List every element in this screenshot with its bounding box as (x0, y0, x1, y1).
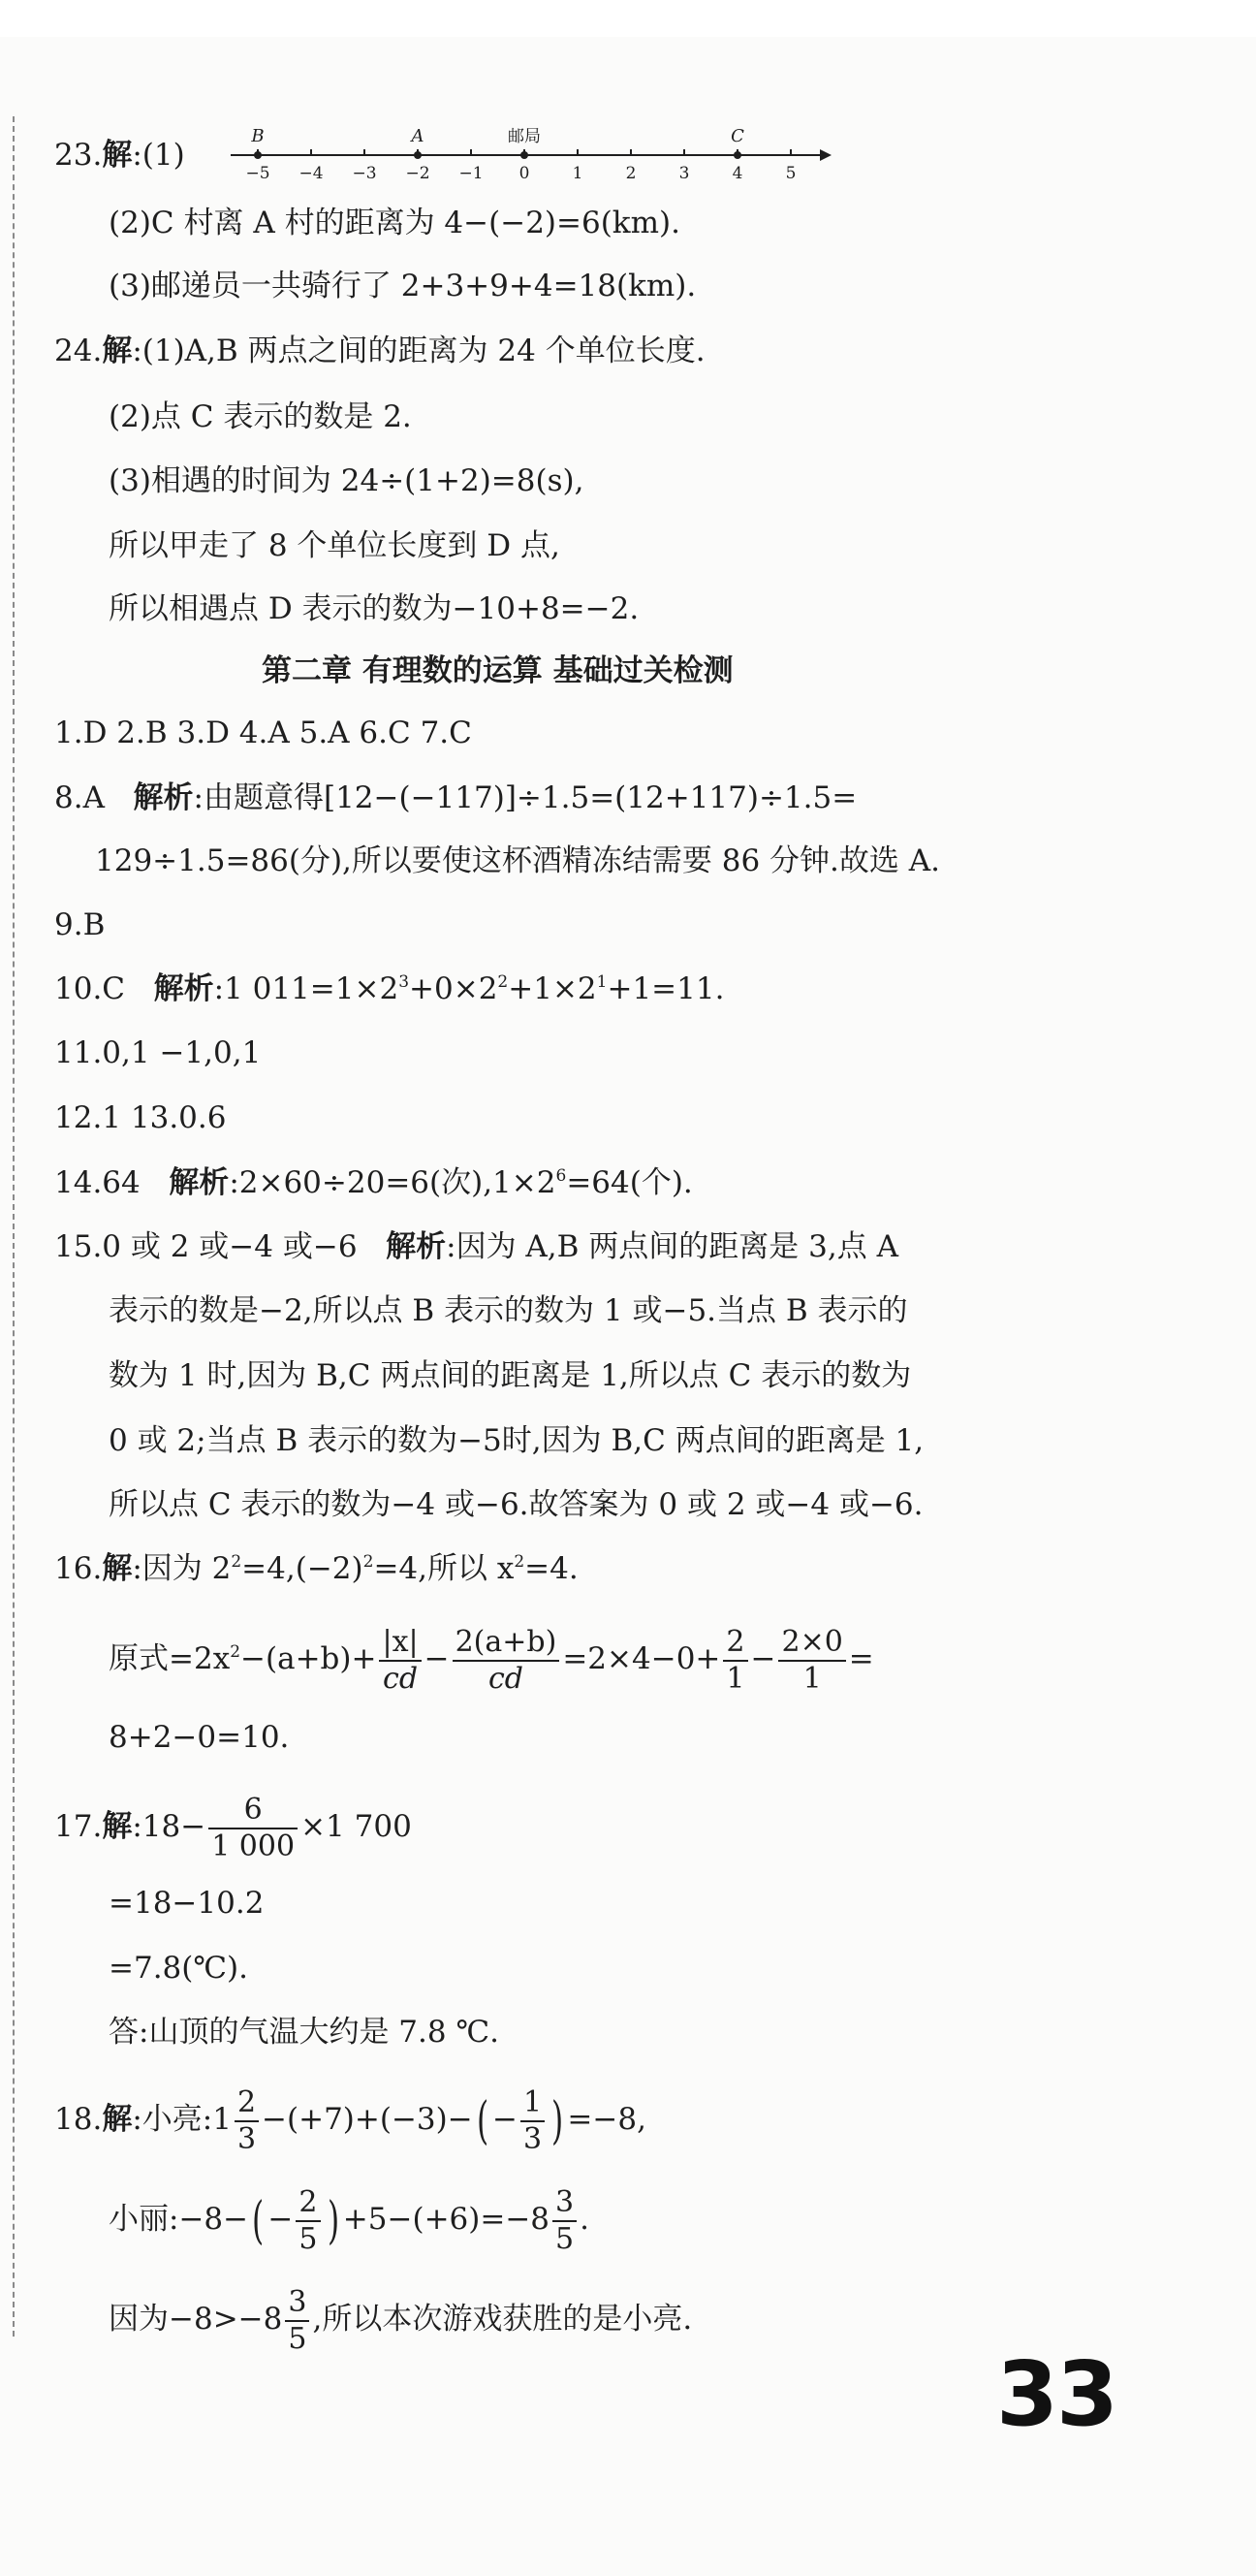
number-line-point (520, 151, 528, 159)
number-line-tick-label: −1 (458, 164, 484, 183)
answer-10-exp1: 3 (398, 972, 410, 992)
number-line-point (414, 151, 422, 159)
q16-fraction-abs (379, 1625, 421, 1697)
q16-fraction-sum (453, 1625, 560, 1697)
q16-text-c: =4,所以 x (373, 1551, 515, 1586)
chapter-title: 第二章 有理数的运算 基础过关检测 (262, 653, 734, 688)
q18-l2-left-paren: ( (252, 2191, 265, 2250)
answer-10-text-a: :1 011=1×2 (213, 971, 399, 1006)
q16-text-a: :因为 2 (132, 1551, 232, 1586)
q23-part2: (2)C 村离 A 村的距离为 4−(−2)=6(km). (109, 206, 680, 240)
answer-10-jiexi: 解析 (153, 971, 214, 1006)
q16-text-d: =4. (524, 1551, 579, 1586)
number-line-point-label: C (731, 126, 744, 146)
q18-l2-right-paren: ) (327, 2191, 339, 2250)
q16-jie: 解 (102, 1551, 133, 1586)
number-line-points (250, 126, 744, 159)
answers-1-7: 1.D 2.B 3.D 4.A 5.A 6.C 7.C (54, 716, 472, 750)
q16-exp2: 2 (362, 1552, 374, 1572)
answer-14-text-b: =64(个). (566, 1165, 693, 1200)
q17-number: 17. (54, 1809, 103, 1844)
q23-part3: (3)邮递员一共骑行了 2+3+9+4=18(km). (109, 269, 697, 303)
q18-line2: 小丽:−8−( − $\frac{2}{5}$ ) +5−(+6)=−8 $\frac{3}{5}$ . (109, 2184, 589, 2256)
number-line-point (734, 151, 741, 159)
q18-fraction-1-3 (520, 2085, 545, 2157)
answer-15-line2: 表示的数是−2,所以点 B 表示的数为 1 或−5.当点 B 表示的 (109, 1293, 908, 1328)
answers-12-13: 12.1 13.0.6 (54, 1100, 227, 1135)
q18-line1: 18.解:小亮:1 $\frac{2}{3}$ −(+7)+(−3)−( − $\frac{1}{3}$ ) =−8, (54, 2084, 646, 2156)
answer-8-line2: 129÷1.5=86(分),所以要使这杯酒精冻结需要 86 分钟.故选 A. (95, 843, 941, 878)
q16-l2-text-b: −(a+b)+ (240, 1641, 377, 1676)
answer-14-jiexi: 解析 (169, 1165, 230, 1200)
q18-l3-text-a: 因为−8>−8 (109, 2302, 283, 2337)
q18-fraction-2-3 (235, 2085, 259, 2157)
q16-exp3: 2 (514, 1552, 525, 1572)
q17-line1 (54, 1784, 412, 1869)
q18-f1-denominator: 3 (236, 2121, 257, 2156)
q18-l2-text-b: +5−(+6)=−8 (342, 2202, 550, 2237)
q16-l2-exp: 2 (230, 1642, 241, 1662)
number-line-tick-label: 0 (518, 164, 530, 183)
q16-fraction-2-1 (723, 1625, 747, 1697)
q18-l1-text-b: −(+7)+(−3)− (262, 2102, 473, 2137)
q18-f4-denominator: 5 (555, 2221, 575, 2256)
answer-15-line3: 数为 1 时,因为 B,C 两点间的距离是 1,所以点 C 表示的数为 (109, 1358, 912, 1393)
q18-f5-numerator: 3 (285, 2285, 309, 2322)
answer-10 (54, 970, 724, 1008)
q24-part2: (2)点 C 表示的数是 2. (109, 399, 412, 434)
q18-right-paren: ) (551, 2091, 564, 2150)
q16-line3: 8+2−0=10. (109, 1720, 290, 1755)
q18-f5-denominator: 5 (288, 2321, 307, 2356)
number-line-tick-label: −4 (298, 164, 324, 183)
answer-14-head: 14.64 (54, 1165, 141, 1200)
q17-denominator: 1 000 (211, 1829, 296, 1863)
q17-text-a: :18− (132, 1809, 206, 1844)
q18-f2-numerator: 1 (520, 2085, 545, 2122)
q18-f3-numerator: 2 (296, 2185, 320, 2222)
q17-line3: =7.8(℃). (109, 1951, 248, 1986)
q16-exp1: 2 (231, 1552, 242, 1572)
q17-numerator: 6 (208, 1793, 298, 1829)
page-number: 33 (996, 2342, 1117, 2446)
q23-line1 (54, 136, 185, 175)
q18-l2-text-a: 小丽:−8− (109, 2202, 249, 2237)
q16-f3-denominator: 1 (726, 1661, 745, 1696)
q16-f3-numerator: 2 (723, 1625, 747, 1662)
q18-fraction-2-5 (296, 2185, 320, 2257)
q16-fraction-2x0-1 (778, 1625, 845, 1697)
q18-fraction-3-5 (552, 2185, 577, 2257)
binding-margin-line (13, 116, 15, 2337)
answer-10-text-b: +0×2 (409, 971, 498, 1006)
number-line-point-label: 邮局 (508, 127, 541, 146)
answer-15-head: 15.0 或 2 或−4 或−6 (54, 1229, 358, 1264)
number-line-tick-label: 3 (678, 164, 690, 183)
q16-number: 16. (54, 1551, 103, 1586)
q16-f1-numerator: |x| (379, 1625, 421, 1662)
q18-l1-text-a: :小亮:1 (132, 2102, 232, 2137)
number-line-point (254, 151, 262, 159)
q18-l1-text-c: =−8, (567, 2102, 646, 2137)
q24-part1: :(1)A,B 两点之间的距离为 24 个单位长度. (132, 334, 706, 368)
number-line-tick-label: −5 (245, 164, 270, 183)
number-line (231, 114, 832, 188)
q23-part1-prefix: :(1) (132, 138, 185, 173)
answer-10-text-d: +1=11. (607, 971, 725, 1006)
answer-15-line1 (54, 1227, 898, 1266)
answer-10-text-c: +1×2 (508, 971, 597, 1006)
q16-line1 (54, 1549, 579, 1588)
q24-number: 24. (54, 334, 103, 368)
answer-15-text1: :因为 A,B 两点间的距离是 3,点 A (446, 1229, 898, 1264)
q18-line3 (109, 2276, 692, 2362)
q18-f2-denominator: 3 (523, 2121, 543, 2156)
number-line-point-label: B (251, 126, 265, 146)
q18-number: 18. (54, 2102, 103, 2137)
answer-15-line4: 0 或 2;当点 B 表示的数为−5时,因为 B,C 两点间的距离是 1, (109, 1423, 925, 1458)
q17-jie: 解 (102, 1809, 133, 1844)
q17-answer: 答:山顶的气温大约是 7.8 ℃. (109, 2015, 499, 2050)
answer-14 (54, 1163, 693, 1202)
answer-8-text1: :由题意得[12−(−117)]÷1.5=(12+117)÷1.5= (193, 780, 858, 815)
q24-line1 (54, 332, 706, 370)
q16-f2-numerator: 2(a+b) (453, 1625, 560, 1662)
number-line-tick-label: 2 (625, 164, 637, 183)
q16-f4-numerator: 2×0 (778, 1625, 845, 1662)
answer-9: 9.B (54, 907, 106, 942)
answer-10-exp3: 1 (596, 972, 608, 992)
answer-11: 11.0,1 −1,0,1 (54, 1035, 262, 1070)
answer-10-head: 10.C (54, 971, 126, 1006)
q24-part4: 所以甲走了 8 个单位长度到 D 点, (109, 528, 560, 563)
q23-number: 23. (54, 138, 103, 173)
q24-jie: 解 (102, 334, 133, 368)
q16-f1-denominator: cd (383, 1661, 419, 1696)
q17-fraction (208, 1793, 298, 1864)
answer-14-text-a: :2×60÷20=6(次),1×2 (229, 1165, 556, 1200)
q18-left-paren: ( (476, 2091, 488, 2150)
q24-part5: 所以相遇点 D 表示的数为−10+8=−2. (109, 591, 640, 626)
page-top-edge (0, 0, 1256, 37)
answer-10-exp2: 2 (497, 972, 509, 992)
answer-15-jiexi: 解析 (386, 1229, 447, 1264)
q16-l2-text-a: 原式=2x (109, 1641, 231, 1676)
number-line-tick-label: 1 (572, 164, 583, 183)
q16-l2-text-c: =2×4−0+ (562, 1641, 721, 1676)
q17-text-b: ×1 700 (300, 1809, 412, 1844)
q18-f4-numerator: 3 (552, 2185, 577, 2222)
q16-line2: 原式$=2x^2-(a+b)+$ $\frac{|x|}{cd}$ − $\frac{2(a+b)}{cd}$ =2×4−0+ $\frac{2}{1}$ − $\frac{2\times 0}{1}$ = (109, 1624, 874, 1696)
answer-8-jiexi: 解析 (133, 780, 194, 815)
q23-jie: 解 (102, 138, 133, 173)
q18-f3-denominator: 5 (298, 2221, 318, 2256)
number-line-point-label: A (411, 126, 424, 146)
q18-f1-numerator: 2 (235, 2085, 259, 2122)
q16-text-b: =4,(−2) (241, 1551, 363, 1586)
q18-l2-text-c: . (580, 2202, 589, 2237)
number-line-arrow (820, 149, 832, 161)
number-line-tick-label: −3 (352, 164, 377, 183)
answer-15-line5: 所以点 C 表示的数为−4 或−6.故答案为 0 或 2 或−4 或−6. (109, 1487, 924, 1522)
q18-jie: 解 (102, 2102, 133, 2137)
answer-8-head: 8.A (54, 780, 105, 815)
q24-part3: (3)相遇的时间为 24÷(1+2)=8(s), (109, 463, 584, 498)
number-line-tick-label: 4 (732, 164, 743, 183)
answer-8-line1 (54, 779, 857, 817)
number-line-tick-label: −2 (405, 164, 430, 183)
q16-f4-denominator: 1 (802, 1661, 822, 1696)
q17-line2: =18−10.2 (109, 1886, 265, 1921)
number-line-tick-label: 5 (785, 164, 797, 183)
q16-f2-denominator: cd (487, 1661, 523, 1696)
answer-14-exp: 6 (555, 1166, 567, 1186)
q18-fraction-3-5b (285, 2285, 309, 2357)
q18-l3-text-b: ,所以本次游戏获胜的是小亮. (312, 2302, 693, 2337)
